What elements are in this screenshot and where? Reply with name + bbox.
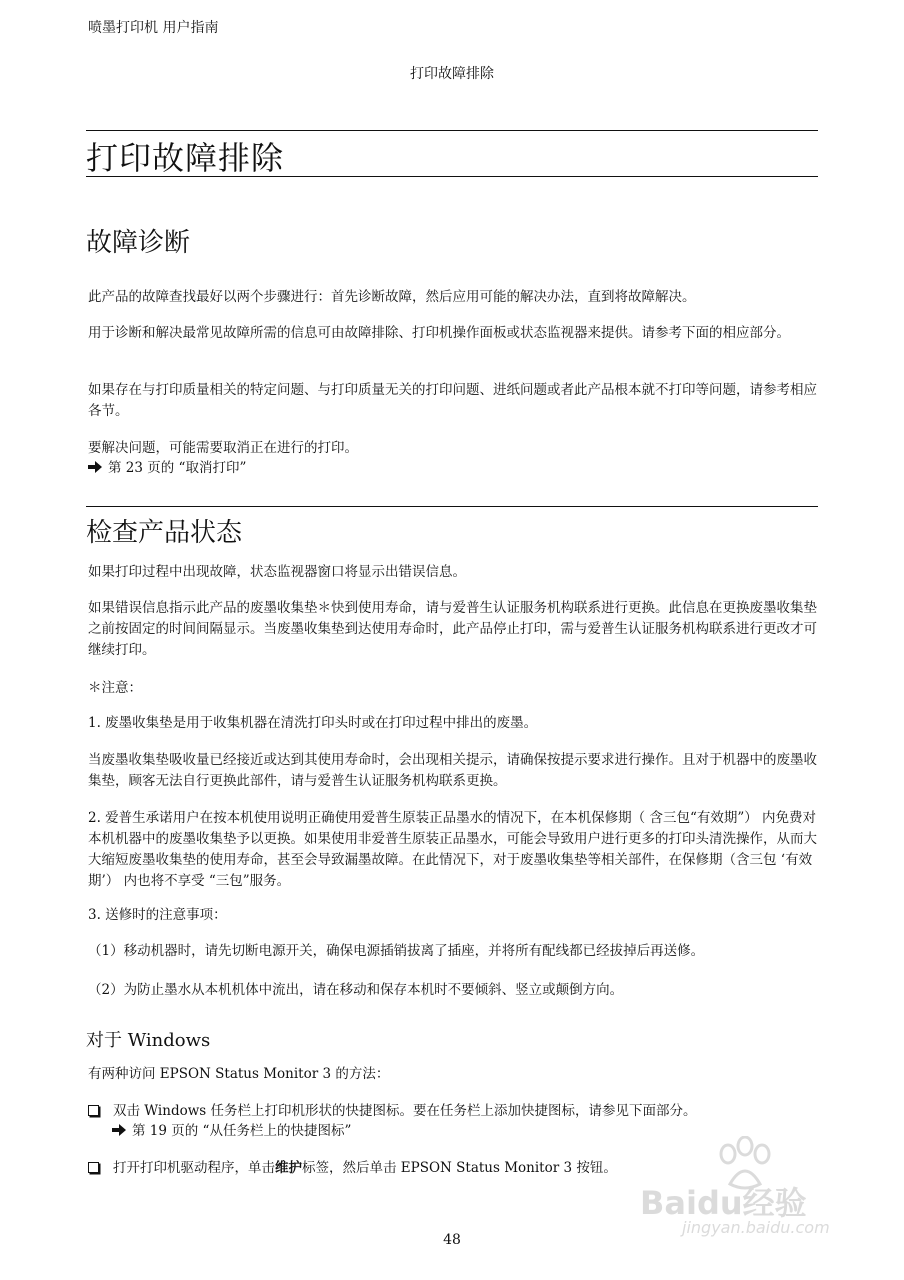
arrow-right-icon <box>88 461 102 473</box>
title-rule-bottom <box>86 176 818 177</box>
paragraph: 如果打印过程中出现故障，状态监视器窗口将显示出错误信息。 <box>88 564 466 580</box>
paragraph: 1. 废墨收集垫是用于收集机器在清洗打印头时或在打印过程中排出的废墨。 <box>88 715 538 731</box>
checkbox-bullet-icon <box>88 1105 99 1116</box>
section-rule <box>86 506 818 507</box>
section-heading-diagnosis: 故障诊断 <box>86 228 191 258</box>
paragraph: 有两种访问 EPSON Status Monitor 3 的方法： <box>88 1066 390 1082</box>
bullet-text-bold: 维护 <box>275 1160 302 1176</box>
page-title: 打印故障排除 <box>86 139 285 177</box>
arrow-right-icon <box>112 1124 126 1136</box>
paragraph: 此产品的故障查找最好以两个步骤进行：首先诊断故障，然后应用可能的解决办法，直到将故障解决。 <box>88 289 696 305</box>
paragraph: 3. 送修时的注意事项： <box>88 907 227 923</box>
paragraph: （2）为防止墨水从本机机体中流出，请在移动和保存本机时不要倾斜、竖立或颠倒方向。 <box>88 982 624 998</box>
checkbox-bullet-icon <box>88 1162 99 1173</box>
paragraph: 用于诊断和解决最常见故障所需的信息可由故障排除、打印机操作面板或状态监视器来提供。请参考下面的相应部分。 <box>88 325 790 341</box>
page-number: 48 <box>443 1232 461 1248</box>
subsection-heading-windows: 对于 Windows <box>86 1030 211 1051</box>
bullet-text: 标签，然后单击 EPSON Status Monitor 3 按钮。 <box>302 1160 617 1176</box>
running-header-left: 喷墨打印机 用户指南 <box>88 20 219 36</box>
bullet-text: 双击 Windows 任务栏上打印机形状的快捷图标。要在任务栏上添加快捷图标，请参见下面部分。 <box>113 1103 697 1119</box>
paragraph: 如果错误信息指示此产品的废墨收集垫＊快到使用寿命，请与爱普生认证服务机构联系进行更换。此信息在更换废墨收集垫之前按固定的时间间隔显示。当废墨收集垫到达使用寿命时，此产品停止打印，需与爱普生认证服务机构联系进行更改才可继续打印。 <box>88 600 817 658</box>
section-heading-status: 检查产品状态 <box>86 518 243 548</box>
watermark-brand: Baidu经验 <box>640 1184 807 1222</box>
cross-reference-link[interactable] <box>88 458 246 479</box>
paragraph: 要解决问题，可能需要取消正在进行的打印。 <box>88 440 358 456</box>
watermark-url: jingyan.baidu.com <box>682 1218 830 1237</box>
bullet-text: 打开打印机驱动程序，单击 <box>113 1160 275 1176</box>
bullet-item <box>88 1101 818 1122</box>
cross-reference-text: 第 23 页的 “取消打印” <box>108 460 247 476</box>
baidu-watermark <box>640 1150 850 1240</box>
paragraph: 2. 爱普生承诺用户在按本机使用说明正确使用爱普生原装正品墨水的情况下，在本机保修期（ 含三包“有效期”） 内免费对本机机器中的废墨收集垫予以更换。如果使用非爱普生原装正品墨水，可能会导致用户进行更多的打印头清洗操作，从而大大缩短废墨收集垫的使用寿命，甚至会导致漏墨故障。在此情况下，对于废墨收集垫等相关部件，在保修期（含三包 ‘有效期’） 内也将不享受 “三包”服务。 <box>88 810 817 889</box>
paragraph: ＊注意： <box>88 680 142 696</box>
running-header-center: 打印故障排除 <box>410 66 494 82</box>
cross-reference-text: 第 19 页的 “从任务栏上的快捷图标” <box>132 1123 352 1139</box>
paragraph: （1）移动机器时，请先切断电源开关，确保电源插销拔离了插座，并将所有配线都已经拔掉后再送修。 <box>88 943 705 959</box>
paragraph: 当废墨收集垫吸收量已经接近或达到其使用寿命时，会出现相关提示，请确保按提示要求进行操作。且对于机器中的废墨收集垫，顾客无法自行更换此部件，请与爱普生认证服务机构联系更换。 <box>88 752 817 789</box>
cross-reference-link[interactable] <box>112 1121 351 1142</box>
paragraph: 如果存在与打印质量相关的特定问题、与打印质量无关的打印问题、进纸问题或者此产品根本就不打印等问题，请参考相应各节。 <box>88 382 817 419</box>
title-rule-top <box>86 130 818 131</box>
